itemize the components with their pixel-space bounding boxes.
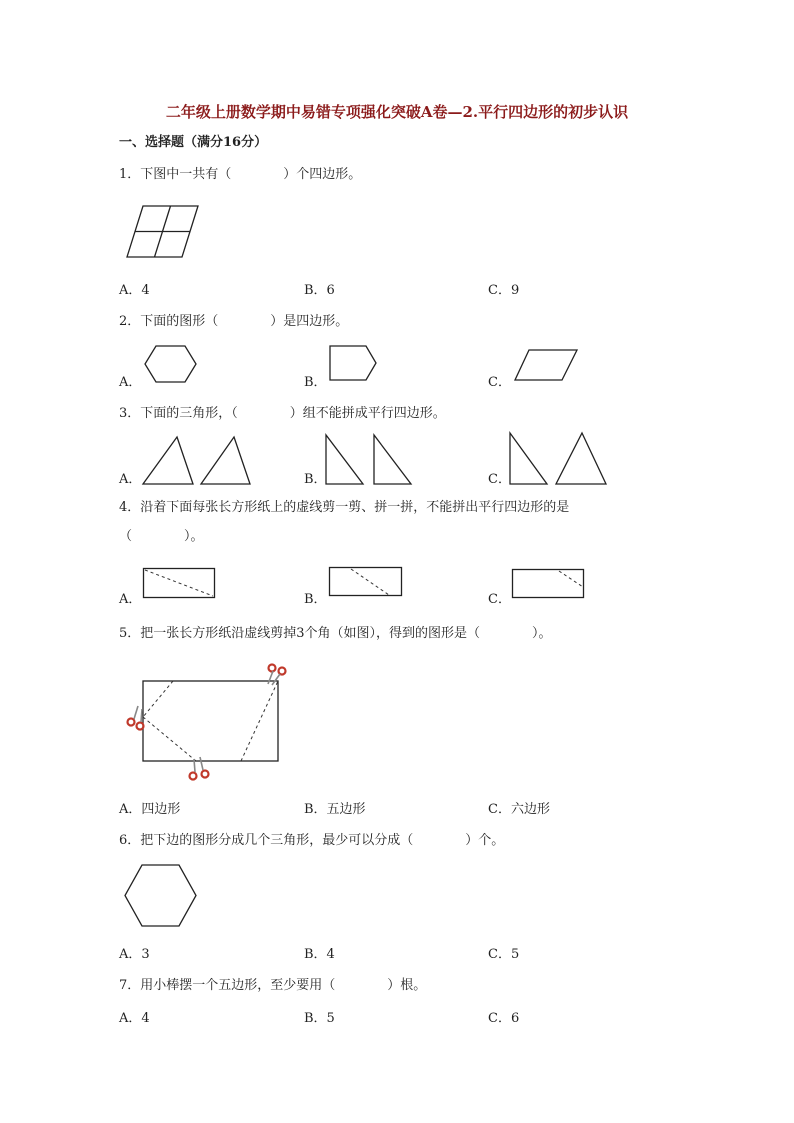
- rectangle-cut-b: [329, 567, 403, 597]
- question-2-stem: 2．下面的图形（ ）是四边形。: [119, 314, 349, 329]
- q4-option-a[interactable]: A．: [119, 592, 142, 607]
- scissors-icon: [128, 706, 144, 730]
- q6-option-c[interactable]: C．5: [488, 947, 520, 962]
- pentagon-shape-b: [329, 345, 377, 381]
- page-title: 二年级上册数学期中易错专项强化突破A卷—2.平行四边形的初步认识: [165, 103, 629, 121]
- q6-option-b[interactable]: B．4: [304, 947, 335, 962]
- q7-option-a[interactable]: A．4: [119, 1011, 150, 1026]
- q5-option-b[interactable]: B．五边形: [304, 802, 366, 817]
- q7-option-c[interactable]: C．6: [488, 1011, 520, 1026]
- scissors-icon: [268, 665, 286, 686]
- rectangle-corner-cut-figure: [122, 660, 302, 785]
- question-4-stem: 4．沿着下面每张长方形纸上的虚线剪一剪、拼一拼，不能拼出平行四边形的是: [119, 500, 570, 515]
- parallelogram-grid-figure: [126, 205, 201, 259]
- q6-option-a[interactable]: A．3: [119, 947, 150, 962]
- question-3-stem: 3．下面的三角形，（ ）组不能拼成平行四边形。: [119, 406, 446, 421]
- q4-option-c[interactable]: C．: [488, 592, 511, 607]
- q2-option-a[interactable]: A．: [119, 375, 142, 390]
- parallelogram-shape-c: [514, 349, 578, 381]
- q5-option-c[interactable]: C．六边形: [488, 802, 550, 817]
- q3-option-c[interactable]: C．: [488, 472, 511, 487]
- q3-option-a[interactable]: A．: [119, 472, 142, 487]
- question-5-stem: 5．把一张长方形纸沿虚线剪掉3个角（如图），得到的图形是（ ）。: [119, 626, 552, 641]
- hexagon-shape-a: [144, 345, 198, 383]
- triangle-pair-a: [142, 436, 252, 486]
- q1-option-c[interactable]: C．9: [488, 283, 520, 298]
- q4-option-b[interactable]: B．: [304, 592, 327, 607]
- q5-option-a[interactable]: A．四边形: [119, 802, 181, 817]
- q7-option-b[interactable]: B．5: [304, 1011, 335, 1026]
- rectangle-cut-c: [512, 569, 585, 599]
- rectangle-cut-a: [143, 568, 215, 599]
- q2-option-b[interactable]: B．: [304, 375, 327, 390]
- question-7-stem: 7．用小棒摆一个五边形，至少要用（ ）根。: [119, 978, 427, 993]
- q1-option-b[interactable]: B．6: [304, 283, 335, 298]
- question-1-stem: 1．下图中一共有（ ）个四边形。: [119, 167, 362, 182]
- q2-option-c[interactable]: C．: [488, 375, 511, 390]
- hexagon-figure: [124, 864, 198, 928]
- question-4-stem-cont: （ ）。: [119, 529, 204, 544]
- triangle-pair-c: [509, 432, 609, 486]
- triangle-pair-b: [325, 434, 413, 486]
- q1-option-a[interactable]: A．4: [119, 283, 150, 298]
- section-heading: 一、选择题（满分16分）: [119, 135, 268, 150]
- question-6-stem: 6．把下边的图形分成几个三角形，最少可以分成（ ）个。: [119, 833, 505, 848]
- q3-option-b[interactable]: B．: [304, 472, 327, 487]
